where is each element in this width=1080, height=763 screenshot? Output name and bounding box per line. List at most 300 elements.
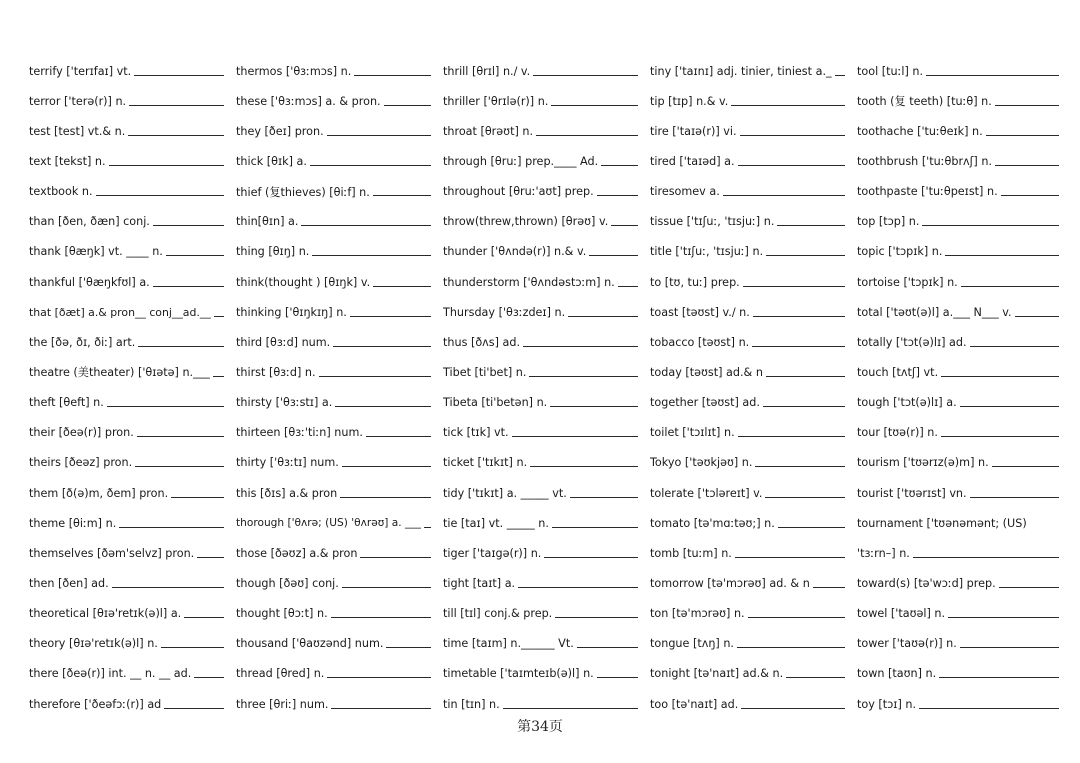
answer-blank [960, 406, 1059, 407]
answer-blank [194, 677, 224, 678]
vocab-entry-text: though [ðəʊ] conj. [236, 576, 339, 590]
vocab-entry [236, 448, 431, 478]
vocab-entry-text: thunder ['θʌndə(r)] n.& v. [443, 245, 587, 259]
vocab-entry-text: tourist ['tʊərɪst] vn. [857, 486, 967, 500]
vocab-entry-text: tight [taɪt] a. [443, 576, 516, 590]
vocab-entry [236, 689, 431, 719]
vocab-entry [443, 599, 638, 629]
vocab-entry-text: title ['tɪʃuː, 'tɪsjuː] n. [650, 245, 764, 259]
vocabulary-sheet [29, 56, 1059, 719]
answer-blank [386, 647, 431, 648]
vocab-entry-text: touch [tʌtʃ] vt. [857, 365, 939, 379]
answer-blank [752, 346, 845, 347]
vocab-entry-text: topic ['tɔpɪk] n. [857, 245, 943, 259]
vocab-entry [857, 357, 1059, 387]
vocab-entry [443, 659, 638, 689]
vocab-entry [29, 689, 224, 719]
answer-blank [373, 195, 431, 196]
vocab-entry-text: text [tekst] n. [29, 154, 106, 168]
vocab-entry-text: 'tɜːrn–] n. [857, 546, 910, 560]
vocab-entry [857, 177, 1059, 207]
vocab-entry [650, 388, 845, 418]
vocab-entry [236, 177, 431, 207]
vocab-entry-text: town [taʊn] n. [857, 667, 937, 681]
vocab-entry-text: there [ðeə(r)] int. __ n. __ ad. [29, 667, 192, 681]
vocab-entry-text: think(thought ) [θɪŋk] v. [236, 275, 371, 289]
answer-blank [164, 708, 224, 709]
answer-blank [503, 708, 638, 709]
answer-blank [577, 647, 638, 648]
vocab-entry-text: theoretical [θɪə'retɪk(ə)l] a. [29, 607, 182, 621]
answer-blank [986, 135, 1059, 136]
vocabulary-column-2 [236, 56, 443, 719]
vocab-entry [650, 146, 845, 176]
vocab-entry-text: tip [tɪp] n.& v. [650, 94, 729, 108]
vocab-entry-text: thunderstorm ['θʌndəstɔːm] n. [443, 275, 615, 289]
vocab-entry-text: thirst [θɜːd] n. [236, 365, 316, 379]
vocab-entry [650, 508, 845, 538]
vocab-entry-text: terror ['terə(r)] n. [29, 94, 127, 108]
vocab-entry-text: to [tʊ, tuː] prep. [650, 275, 740, 289]
vocab-entry-text: third [θɜːd] num. [236, 335, 331, 349]
vocab-entry-text: tire ['taɪə(r)] vi. [650, 124, 737, 138]
vocab-entry-text: time [taɪm] n.______ Vt. [443, 637, 574, 651]
vocab-entry-text: tolerate ['tɔləreɪt] v. [650, 486, 763, 500]
answer-blank [533, 75, 638, 76]
answer-blank [763, 406, 845, 407]
answer-blank [999, 587, 1059, 588]
vocab-entry-text: tiger ['taɪgə(r)] n. [443, 546, 542, 560]
answer-blank [948, 617, 1059, 618]
vocab-entry-text: their [ðeə(r)] pron. [29, 426, 134, 440]
answer-blank [137, 436, 224, 437]
vocab-entry-text: tie [taɪ] vt. _____ n. [443, 516, 549, 530]
answer-blank [340, 497, 431, 498]
answer-blank [995, 165, 1059, 166]
vocab-entry [650, 599, 845, 629]
vocab-entry [29, 599, 224, 629]
vocab-entry [857, 538, 1059, 568]
vocab-entry [443, 267, 638, 297]
answer-blank [738, 165, 845, 166]
vocab-entry [650, 297, 845, 327]
vocab-entry [236, 629, 431, 659]
answer-blank [926, 75, 1059, 76]
vocab-entry-text: thirsty ['θɜːstɪ] a. [236, 396, 333, 410]
vocabulary-column-3 [443, 56, 650, 719]
answer-blank [310, 165, 431, 166]
vocab-entry [236, 327, 431, 357]
vocab-entry-text: textbook n. [29, 185, 93, 199]
answer-blank [735, 557, 845, 558]
vocab-entry [29, 418, 224, 448]
answer-blank [723, 195, 845, 196]
vocab-entry-text: those [ðəʊz] a.& pron [236, 546, 358, 560]
vocab-entry [29, 86, 224, 116]
vocab-entry-text: toilet ['tɔɪlɪt] n. [650, 426, 735, 440]
vocab-entry-text: thought [θɔːt] n. [236, 607, 328, 621]
answer-blank [766, 255, 845, 256]
answer-blank [740, 135, 845, 136]
vocab-entry [236, 297, 431, 327]
answer-blank [970, 497, 1059, 498]
answer-blank [737, 647, 845, 648]
vocab-entry [236, 659, 431, 689]
answer-blank [786, 677, 845, 678]
answer-blank [184, 617, 224, 618]
vocab-entry-text: terrify ['terɪfaɪ] vt. [29, 64, 132, 78]
vocab-entry [443, 177, 638, 207]
vocab-entry-text: ton [tə'mɔrəʊ] n. [650, 607, 745, 621]
vocab-entry-text: tick [tɪk] vt. [443, 426, 509, 440]
vocab-entry-text: too [tə'naɪt] ad. [650, 697, 739, 711]
vocab-entry-text: the [ðə, ðɪ, ðiː] art. [29, 335, 136, 349]
vocab-entry [857, 146, 1059, 176]
vocab-entry [443, 478, 638, 508]
vocab-entry-text: toast [təʊst] v./ n. [650, 305, 750, 319]
answer-blank [523, 346, 638, 347]
vocab-entry-text: tongue [tʌŋ] n. [650, 637, 734, 651]
vocab-entry-text: tomorrow [tə'mɔrəʊ] ad. & n [650, 576, 810, 590]
vocab-entry-text: tomato [tə'mɑːtəʊ;] n. [650, 516, 775, 530]
vocab-entry [29, 508, 224, 538]
vocab-entry-text: then [ðen] ad. [29, 576, 109, 590]
vocabulary-column-4 [650, 56, 857, 719]
vocab-entry-text: toothbrush ['tuːθbrʌʃ] n. [857, 154, 992, 168]
answer-blank [941, 436, 1059, 437]
answer-blank [555, 617, 638, 618]
vocab-entry [29, 357, 224, 387]
answer-blank [970, 346, 1059, 347]
answer-blank [214, 316, 224, 317]
vocab-entry [857, 388, 1059, 418]
vocab-entry [29, 568, 224, 598]
vocab-entry [443, 56, 638, 86]
answer-blank [197, 557, 224, 558]
vocab-entry-text: these ['θɜːmɔs] a. & pron. [236, 94, 381, 108]
vocab-entry-text: tortoise ['tɔpɪk] n. [857, 275, 958, 289]
vocab-entry-text: themselves [ðəm'selvz] pron. [29, 546, 195, 560]
vocab-entry [650, 448, 845, 478]
answer-blank [331, 708, 431, 709]
answer-blank [960, 647, 1059, 648]
answer-blank [335, 406, 431, 407]
vocabulary-column-1 [29, 56, 236, 719]
vocab-entry-text: through [θruː] prep.____ Ad. [443, 154, 599, 168]
vocab-entry-text: tooth (复 teeth) [tuːθ] n. [857, 95, 992, 109]
vocab-entry [29, 327, 224, 357]
answer-blank [611, 225, 638, 226]
vocab-entry-text: throat [θrəʊt] n. [443, 124, 534, 138]
answer-blank [129, 105, 224, 106]
vocab-entry [443, 207, 638, 237]
answer-blank [135, 466, 224, 467]
vocab-entry-text: thief (复thieves) [θiːf] n. [236, 185, 370, 199]
answer-blank [128, 135, 224, 136]
answer-blank [301, 225, 431, 226]
answer-blank [544, 557, 638, 558]
vocab-entry-text: top [tɔp] n. [857, 215, 920, 229]
vocab-entry [29, 659, 224, 689]
answer-blank [597, 677, 638, 678]
vocab-entry [443, 357, 638, 387]
vocab-entry-text: tidy ['tɪkɪt] a. _____ vt. [443, 486, 567, 500]
vocab-entry-text: timetable ['taɪmteɪb(ə)l] n. [443, 667, 594, 681]
vocab-entry [857, 116, 1059, 146]
answer-blank [530, 466, 638, 467]
vocab-entry-text: Tokyo ['təʊkjəʊ] n. [650, 456, 753, 470]
answer-blank [112, 587, 224, 588]
vocab-entry [857, 599, 1059, 629]
answer-blank [551, 105, 638, 106]
answer-blank [570, 497, 638, 498]
vocab-entry [650, 56, 845, 86]
vocab-entry [443, 388, 638, 418]
vocab-entry-text: them [ð(ə)m, ðem] pron. [29, 486, 169, 500]
answer-blank [107, 406, 224, 407]
answer-blank [941, 376, 1059, 377]
answer-blank [171, 497, 224, 498]
answer-blank [536, 135, 638, 136]
vocab-entry-text: thermos ['θɜːmɔs] n. [236, 64, 352, 78]
answer-blank [738, 436, 845, 437]
vocab-entry-text: thriller ['θrɪlə(r)] n. [443, 94, 549, 108]
answer-blank [753, 316, 845, 317]
vocab-entry-text: thousand ['θaʊzənd] num. [236, 637, 384, 651]
vocab-entry-text: till [tɪl] conj.& prep. [443, 607, 553, 621]
answer-blank [360, 557, 431, 558]
vocab-entry [650, 177, 845, 207]
vocab-entry-text: total ['təʊt(ə)l] a.___ N___ v. [857, 305, 1012, 319]
vocab-entry [857, 568, 1059, 598]
answer-blank [755, 466, 845, 467]
answer-blank [597, 195, 638, 196]
vocab-entry [236, 388, 431, 418]
vocab-entry-text: throughout [θruː'aʊt] prep. [443, 185, 594, 199]
vocab-entry [857, 629, 1059, 659]
vocab-entry-text: test [test] vt.& n. [29, 124, 126, 138]
vocab-entry [236, 86, 431, 116]
answer-blank [153, 286, 224, 287]
vocab-entry [857, 478, 1059, 508]
answer-blank [312, 255, 431, 256]
vocab-entry-text: they [ðeɪ] pron. [236, 124, 324, 138]
vocab-entry [29, 56, 224, 86]
vocab-entry-text: three [θriː] num. [236, 697, 329, 711]
answer-blank [919, 708, 1059, 709]
vocab-entry [236, 538, 431, 568]
vocab-entry-text: totally ['tɔt(ə)lɪ] ad. [857, 335, 967, 349]
vocab-entry [857, 297, 1059, 327]
vocab-entry-text: thank [θæŋk] vt. ____ n. [29, 245, 163, 259]
vocab-entry [443, 327, 638, 357]
vocab-entry [29, 146, 224, 176]
vocab-entry-text: tool [tuːl] n. [857, 64, 924, 78]
vocab-entry-text: tour [tʊə(r)] n. [857, 426, 938, 440]
vocabulary-column-5 [857, 56, 1059, 719]
vocab-entry-text: thin[θɪn] a. [236, 215, 299, 229]
vocab-entry-text: theft [θeft] n. [29, 396, 104, 410]
answer-blank [922, 225, 1059, 226]
vocab-entry [650, 327, 845, 357]
vocab-entry-text: tourism ['tʊərɪz(ə)m] n. [857, 456, 989, 470]
vocab-entry [443, 629, 638, 659]
vocab-entry [857, 56, 1059, 86]
vocab-entry [650, 267, 845, 297]
answer-blank [366, 436, 431, 437]
vocab-entry-text: toward(s) [tə'wɔːd] prep. [857, 576, 996, 590]
vocab-entry-text: therefore ['ðeəfɔː(r)] ad [29, 697, 162, 711]
answer-blank [213, 376, 224, 377]
vocab-entry-text: thorough ['θʌrə; (US) 'θʌrəʊ] a. ___ [236, 517, 421, 530]
vocab-entry [857, 508, 1059, 538]
vocab-entry-text: tin [tɪn] n. [443, 697, 500, 711]
answer-blank [319, 376, 431, 377]
vocab-entry [236, 568, 431, 598]
vocab-entry-text: thrill [θrɪl] n./ v. [443, 64, 531, 78]
answer-blank [743, 286, 845, 287]
vocab-entry [650, 478, 845, 508]
vocab-entry [236, 56, 431, 86]
answer-blank [731, 105, 845, 106]
vocab-entry [29, 267, 224, 297]
vocab-entry-text: Tibet [ti'bet] n. [443, 365, 527, 379]
vocab-entry [650, 116, 845, 146]
vocab-entry-text: toothpaste ['tuːθpeɪst] n. [857, 185, 998, 199]
vocab-entry [650, 86, 845, 116]
vocab-entry [650, 418, 845, 448]
vocab-entry [650, 629, 845, 659]
answer-blank [589, 255, 638, 256]
vocab-entry-text: tobacco [təʊst] n. [650, 335, 750, 349]
vocab-entry-text: tired ['taɪəd] a. [650, 154, 735, 168]
vocab-entry-text: this [ðɪs] a.& pron [236, 486, 338, 500]
vocab-entry-text: thinking ['θɪŋkɪŋ] n. [236, 305, 347, 319]
vocab-entry [443, 689, 638, 719]
answer-blank [119, 527, 224, 528]
vocab-entry-text: together [təʊst] ad. [650, 396, 760, 410]
answer-blank [518, 587, 638, 588]
vocab-entry-text: thus [ðʌs] ad. [443, 335, 521, 349]
vocab-entry-text: tournament ['tʊənəmənt; (US) [857, 516, 1027, 530]
answer-blank [327, 135, 431, 136]
answer-blank [342, 587, 431, 588]
vocab-entry-text: towel ['taʊəl] n. [857, 607, 946, 621]
vocab-entry [29, 538, 224, 568]
vocab-entry [443, 146, 638, 176]
vocab-entry [236, 599, 431, 629]
answer-blank [813, 587, 845, 588]
answer-blank [153, 225, 224, 226]
answer-blank [161, 647, 224, 648]
vocab-entry-text: throw(threw,thrown) [θrəʊ] v. [443, 215, 609, 229]
answer-blank [777, 225, 845, 226]
vocab-entry-text: tissue ['tɪʃuː, 'tɪsjuː] n. [650, 215, 775, 229]
vocab-entry-text: theirs [ðeəz] pron. [29, 456, 133, 470]
answer-blank [601, 165, 638, 166]
vocab-entry [857, 86, 1059, 116]
vocab-entry [443, 86, 638, 116]
vocab-entry [857, 418, 1059, 448]
answer-blank [618, 286, 638, 287]
answer-blank [350, 316, 431, 317]
answer-blank [354, 75, 431, 76]
answer-blank [424, 527, 431, 528]
answer-blank [384, 105, 431, 106]
vocab-entry [236, 508, 431, 538]
vocab-entry-text: thankful ['θæŋkfʊl] a. [29, 275, 150, 289]
vocab-entry-text: thirty ['θɜːtɪ] num. [236, 456, 339, 470]
answer-blank [512, 436, 638, 437]
answer-blank [342, 466, 431, 467]
answer-blank [568, 316, 638, 317]
vocab-entry [857, 448, 1059, 478]
vocab-entry-text: tonight [tə'naɪt] ad.& n. [650, 667, 784, 681]
vocab-entry-text: tough ['tɔt(ə)lɪ] a. [857, 396, 957, 410]
answer-blank [765, 497, 845, 498]
vocab-entry-text: thing [θɪŋ] n. [236, 245, 310, 259]
vocab-entry [236, 116, 431, 146]
vocab-entry [443, 297, 638, 327]
vocab-entry [29, 177, 224, 207]
vocab-entry-text: tomb [tuːm] n. [650, 546, 732, 560]
answer-blank [331, 617, 431, 618]
vocab-entry [443, 237, 638, 267]
answer-blank [1015, 316, 1059, 317]
vocab-entry [29, 297, 224, 327]
answer-blank [778, 527, 845, 528]
vocab-entry [29, 237, 224, 267]
answer-blank [327, 677, 431, 678]
vocab-entry [650, 659, 845, 689]
vocab-entry [236, 357, 431, 387]
vocab-entry-text: that [ðæt] a.& pron__ conj__ad.__ [29, 305, 211, 319]
vocab-entry-text: than [ðen, ðæn] conj. [29, 215, 150, 229]
vocab-entry [29, 629, 224, 659]
vocab-entry-text: Thursday ['θɜːzdeɪ] n. [443, 305, 566, 319]
vocab-entry [29, 448, 224, 478]
page-number: 第34页 [517, 719, 563, 735]
answer-blank [96, 195, 224, 196]
answer-blank [550, 406, 638, 407]
vocab-entry [650, 568, 845, 598]
vocab-entry [443, 448, 638, 478]
vocab-entry [857, 267, 1059, 297]
answer-blank [741, 708, 845, 709]
vocab-entry [29, 388, 224, 418]
answer-blank [134, 75, 224, 76]
answer-blank [373, 286, 431, 287]
answer-blank [913, 557, 1059, 558]
vocab-entry [443, 418, 638, 448]
answer-blank [748, 617, 845, 618]
answer-blank [529, 376, 638, 377]
vocab-entry-text: thirteen [θɜː'tiːn] num. [236, 426, 363, 440]
vocab-entry-text: Tibeta [ti'betən] n. [443, 396, 548, 410]
vocab-entry [236, 146, 431, 176]
vocab-entry-text: tiresomev a. [650, 185, 720, 199]
vocab-entry [650, 357, 845, 387]
vocab-entry-text: tower ['taʊə(r)] n. [857, 637, 957, 651]
answer-blank [1001, 195, 1059, 196]
vocab-entry [29, 207, 224, 237]
answer-blank [992, 466, 1059, 467]
vocab-entry [650, 538, 845, 568]
vocab-entry [443, 568, 638, 598]
vocab-entry [857, 207, 1059, 237]
answer-blank [961, 286, 1059, 287]
vocab-entry [236, 237, 431, 267]
